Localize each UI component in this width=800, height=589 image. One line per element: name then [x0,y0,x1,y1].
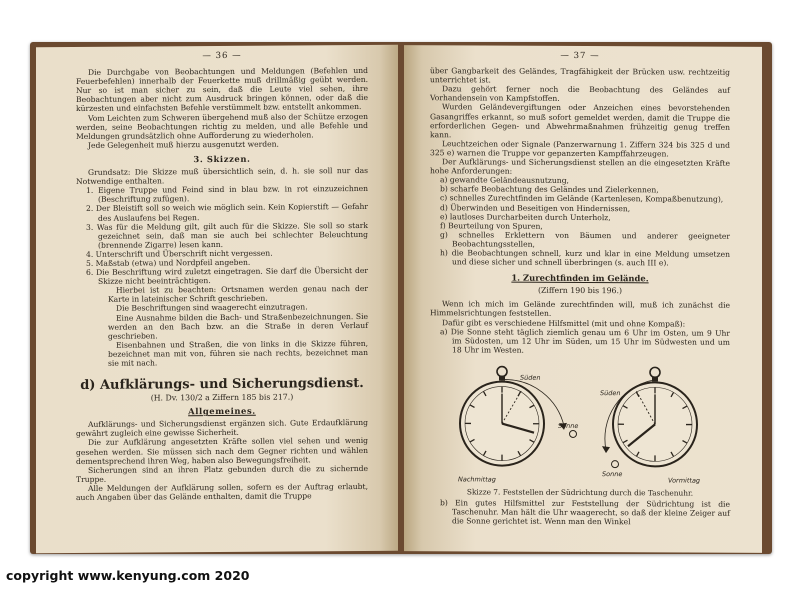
section-heading-d: d) Aufklärungs- und Sicherungsdienst. [80,376,364,394]
paragraph: Die Durchgabe von Beobachtungen und Meldungen (Befehlen und Feuerbefehlen) innerhalb der Feuerkette muß drillmäßig geübt werden. Nur so ist man sicher zu sein, daß die Leute viel sehen, ihre Beobachtungen aber nicht zum Ausdruck bringen können, oder daß die kürzesten und einfachsten Befehle verstümmelt bzw. entstellt ankommen. [76,66,368,114]
paragraph: Hierbei ist zu beachten: Ortsnamen werden genau nach der Karte in lateinischer Schrift geschrieben. [108,284,368,305]
list-item: g) schnelles Erklettern von Bäumen und anderer geeigneter Beobachtungsstellen, [440,230,730,249]
list-item: 2. Der Bleistift soll so weich wie möglich sein. Kein Kopierstift — Gefahr des Auslaufens bei Regen. [86,202,368,223]
list-item: b) scharfe Beobachtung des Geländes und Zielerkennen, [440,184,659,195]
list-item: 4. Unterschrift und Überschrift nicht vergessen. [86,248,273,259]
label-vormittag: Vormittag [668,476,701,485]
paragraph: Aufklärungs- und Sicherungsdienst ergänzen sich. Gute Erdaufklärung gewährt zugleich eine gewisse Sicherheit. [76,418,368,439]
copyright-notice: copyright www.kenyung.com 2020 [6,568,250,583]
paragraph-grundsatz: Grundsatz: Die Skizze muß übersichtlich sein, d. h. sie soll nur das Notwendige enthalten. [76,165,368,187]
figure-caption: Skizze 7. Feststellen der Südrichtung durch die Taschenuhr. [466,487,694,498]
paragraph: Der Aufklärungs- und Sicherungsdienst stellen an die eingesetzten Kräfte hohe Anforderungen: [430,157,730,176]
list-item: d) Überwinden und Beseitigen von Hindernissen, [440,202,631,213]
list-item: b) Ein gutes Hilfsmittel zur Feststellung der Südrichtung ist die Taschenuhr. Man hält die Uhr waagerecht, so daß der kleine Zeiger auf die Sonne gerichtet ist. Wenn man den Winkel [440,498,730,527]
paragraph: Leuchtzeichen oder Signale (Panzerwarnung 1. Ziffern 324 bis 325 d und 325 e) warnen die Truppe vor gepanzerten Kampffahrzeugen. [430,139,730,159]
paragraph: Die Beschriftungen sind waagerecht einzutragen. [116,302,308,314]
left-page [36,45,398,554]
label-sueden-right: Süden [600,388,621,398]
section-heading-skizzen: 3. Skizzen. [193,153,251,165]
paragraph: Die zur Aufklärung angesetzten Kräfte sollen viel sehen und wenig gesehen werden. Sie müssen sich nach dem Gegner richten und wählen dementsprechend ihren Weg, haben also Bewegungsfreiheit. [76,436,368,466]
list-item: 6. Die Beschriftung wird zuletzt eingetragen. Sie darf die Übersicht der Skizze nicht beeinträchtigen. [86,266,368,286]
section-heading-zurechtfinden: 1. Zurechtfinden im Gelände. [511,272,649,284]
list-item: f) Beurteilung von Spuren, [440,220,543,231]
watch-left [460,366,577,466]
list-item: 1. Eigene Truppe und Feind sind in blau bzw. in rot einzuzeichnen (Beschriftung zufügen). [86,184,368,205]
watch-crown-icon [652,376,658,381]
list-item: c) schnelles Zurechtfinden im Gelände (Kartenlesen, Kompaßbenutzung), [440,193,724,205]
list-item: a) gewandte Geländeausnutzung, [440,175,569,186]
arc-arrow-icon [602,446,610,453]
subheading-allgemeines: Allgemeines. [188,405,256,417]
list-item: h) die Beobachtungen schnell, kurz und klar in eine Meldung umsetzen und diese sicher und schnell überbringen (s. auch III e). [440,248,730,268]
watch-ring-icon [650,367,660,377]
pocket-watch-figure [430,357,730,487]
list-item: e) lautloses Durcharbeiten durch Unterholz, [440,211,611,222]
page-number-right: — 37 — [560,50,600,62]
paragraph: Eine Ausnahme bilden die Bach- und Straßenbezeichnungen. Sie werden an den Bach bzw. an die Straße in deren Verlauf geschrieben. [108,311,368,341]
watch-right [602,367,697,468]
page-number-left: — 36 — [202,50,242,62]
section-reference: (Ziffern 190 bis 196.) [537,286,623,296]
list-item: 5. Maßstab (etwa) und Nordpfeil angeben. [86,257,251,268]
sun-icon [612,461,619,468]
watch-ring-icon [497,366,507,376]
paragraph: Wenn ich mich im Gelände zurechtfinden will, muß ich zunächst die Himmelsrichtungen feststellen. [430,299,730,319]
paragraph: Dafür gibt es verschiedene Hilfsmittel (mit und ohne Kompaß): [442,317,686,329]
list-item: 3. Was für die Meldung gilt, gilt auch für die Skizze. Sie soll so stark gezeichnet sein, daß man sie auch bei schlechter Beleuchtung (brennende Zigarre) lesen kann. [86,220,368,250]
paragraph: Dazu gehört ferner noch die Beobachtung des Geländes auf Vorhandensein von Kampfstoffen. [430,84,730,104]
section-reference: (H. Dv. 130/2 a Ziffern 185 bis 217.) [150,392,294,403]
paragraph: Vom Leichten zum Schweren übergehend muß also der Schütze erzogen werden, seine Beobachtungen richtig zu melden, und alle Befehle und Meldungen grundsätzlich ohne Aufforderung zu wiederholen. [76,111,368,141]
label-sonne-left: Sonne [558,421,579,430]
watch-diagram [430,357,730,487]
paragraph: Sicherungen sind an ihren Platz gebunden durch die zu sichernde Truppe. [76,463,368,484]
sun-icon [570,430,577,437]
paragraph: Eisenbahnen und Straßen, die von links in die Skizze führen, bezeichnet man mit von, führen sie nach rechts, bezeichnet man sie mit nach. [108,338,368,368]
list-item: a) Die Sonne steht täglich ziemlich genau um 6 Uhr im Osten, um 9 Uhr im Südosten, um 12 Uhr im Süden, um 15 Uhr im Südwesten und um 18 Uhr im Westen. [440,326,730,355]
paragraph: Wurden Geländevergiftungen oder Anzeichen eines bevorstehenden Gasangriffes erkannt, so muß sofort gemeldet werden, damit die Truppe die erforderlichen Gegen- und Abwehrmaßnahmen frühzeitig genug treffen kann. [430,102,730,140]
right-page [404,45,762,553]
label-sonne-right: Sonne [602,470,623,479]
label-nachmittag: Nachmittag [458,475,496,484]
label-sueden-left: Süden [520,373,541,382]
paragraph: Alle Meldungen der Aufklärung sollen, sofern es der Auftrag erlaubt, auch Angaben über das Gelände enthalten, damit die Truppe [76,481,368,503]
paragraph: Jede Gelegenheit muß hierzu ausgenutzt werden. [88,139,279,150]
paragraph: über Gangbarkeit des Geländes, Tragfähigkeit der Brücken usw. rechtzeitig unterrichtet ist. [430,66,730,85]
